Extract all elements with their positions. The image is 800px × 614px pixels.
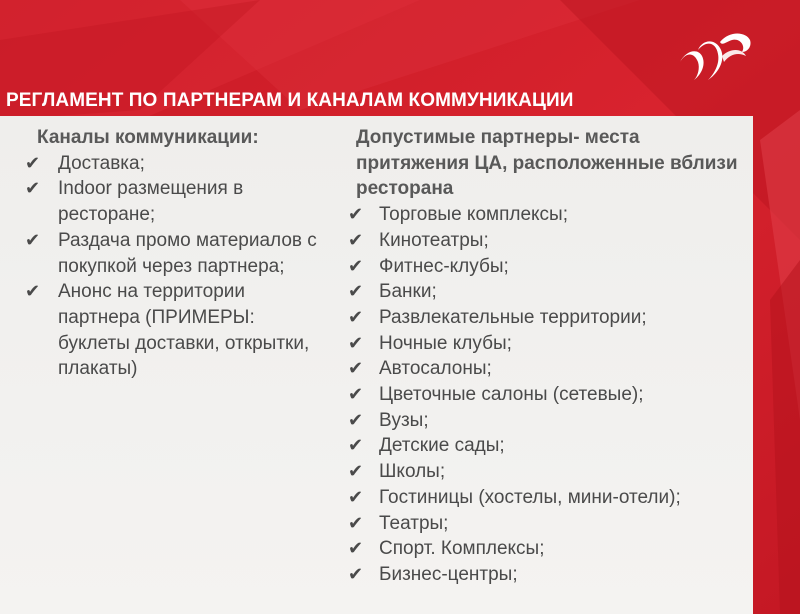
checkmark-icon: ✔ bbox=[25, 229, 41, 251]
list-item-text: Ночные клубы; bbox=[379, 332, 512, 354]
list-item-text: Indoor размещения в ресторане; bbox=[58, 178, 244, 226]
checkmark-icon: ✔ bbox=[348, 281, 364, 303]
list-item bbox=[346, 279, 746, 305]
list-item-text: Цветочные салоны (сетевые); bbox=[379, 384, 644, 406]
checkmark-icon: ✔ bbox=[348, 563, 364, 585]
checkmark-icon: ✔ bbox=[348, 384, 364, 406]
list-item bbox=[23, 228, 323, 279]
list-item-text: Фитнес-клубы; bbox=[379, 255, 509, 277]
list-item bbox=[346, 408, 746, 434]
checkmark-icon: ✔ bbox=[348, 435, 364, 457]
list-item bbox=[346, 511, 746, 537]
list-item bbox=[23, 279, 323, 382]
page-title: РЕГЛАМЕНТ ПО ПАРТНЕРАМ И КАНАЛАМ КОММУНИКАЦИИ bbox=[6, 90, 574, 111]
checkmark-icon: ✔ bbox=[348, 409, 364, 431]
list-item-text: Бизнес-центры; bbox=[379, 563, 518, 585]
list-item bbox=[23, 176, 323, 227]
checkmark-icon: ✔ bbox=[348, 461, 364, 483]
checkmark-icon: ✔ bbox=[348, 486, 364, 508]
list-item-text: Гостиницы (хостелы, мини-отели); bbox=[379, 486, 681, 508]
list-item bbox=[346, 305, 746, 331]
checkmark-icon: ✔ bbox=[348, 204, 364, 226]
checkmark-icon: ✔ bbox=[348, 306, 364, 328]
checkmark-icon: ✔ bbox=[25, 152, 41, 174]
allowed-partners-column bbox=[346, 125, 746, 588]
list-item bbox=[346, 562, 746, 588]
list-item-text: Школы; bbox=[379, 461, 446, 483]
list-item-text: Кинотеатры; bbox=[379, 229, 489, 251]
list-item bbox=[346, 202, 746, 228]
partners-list bbox=[346, 202, 746, 588]
brand-logo-icon bbox=[676, 28, 756, 84]
checkmark-icon: ✔ bbox=[25, 281, 41, 303]
list-item-text: Торговые комплексы; bbox=[379, 204, 568, 226]
list-item bbox=[346, 331, 746, 357]
list-item-text: Анонс на территории партнера (ПРИМЕРЫ: буклеты доставки, открытки, плакаты) bbox=[58, 281, 310, 380]
list-item bbox=[346, 485, 746, 511]
checkmark-icon: ✔ bbox=[348, 229, 364, 251]
list-item-text: Раздача промо материалов с покупкой через партнера; bbox=[58, 229, 317, 277]
list-item-text: Банки; bbox=[379, 281, 437, 303]
checkmark-icon: ✔ bbox=[348, 255, 364, 277]
list-item-text: Детские сады; bbox=[379, 435, 505, 457]
partners-heading: Допустимые партнеры- места притяжения ЦА, расположенные вблизи ресторана bbox=[356, 127, 738, 200]
checkmark-icon: ✔ bbox=[25, 178, 41, 200]
checkmark-icon: ✔ bbox=[348, 538, 364, 560]
list-item bbox=[346, 536, 746, 562]
list-item bbox=[346, 433, 746, 459]
list-item-text: Развлекательные территории; bbox=[379, 306, 647, 328]
channels-heading: Каналы коммуникации: bbox=[37, 127, 259, 148]
checkmark-icon: ✔ bbox=[348, 512, 364, 534]
list-item-text: Театры; bbox=[379, 512, 449, 534]
list-item bbox=[346, 382, 746, 408]
list-item bbox=[23, 151, 323, 177]
checkmark-icon: ✔ bbox=[348, 332, 364, 354]
list-item-text: Вузы; bbox=[379, 409, 429, 431]
communication-channels-column bbox=[23, 125, 323, 382]
list-item bbox=[346, 459, 746, 485]
checkmark-icon: ✔ bbox=[348, 358, 364, 380]
list-item-text: Доставка; bbox=[58, 152, 145, 174]
list-item bbox=[346, 228, 746, 254]
list-item bbox=[346, 356, 746, 382]
list-item-text: Спорт. Комплексы; bbox=[379, 538, 545, 560]
list-item-text: Автосалоны; bbox=[379, 358, 492, 380]
channels-list bbox=[23, 151, 323, 382]
list-item bbox=[346, 254, 746, 280]
